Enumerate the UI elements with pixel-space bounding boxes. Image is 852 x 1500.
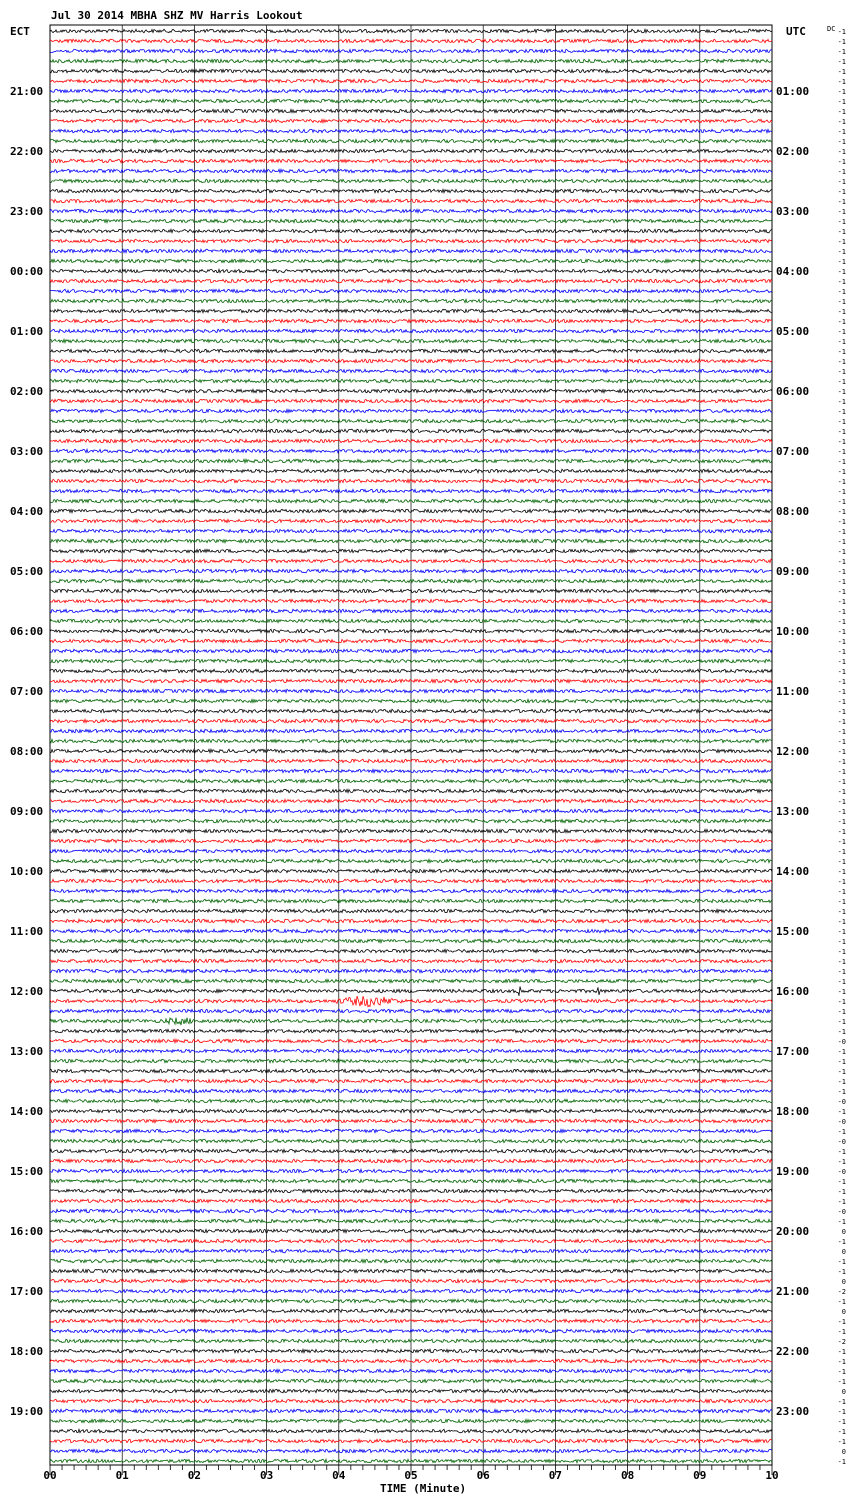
right-hour-label: 15:00: [776, 925, 810, 938]
left-hour-label: 03:00: [10, 445, 44, 458]
dc-offset-label: -1: [837, 588, 846, 596]
dc-offset-label: -1: [837, 678, 846, 686]
dc-offset-label: -1: [837, 1348, 846, 1356]
dc-offset-label: -0: [837, 1098, 846, 1106]
dc-offset-label: -1: [837, 808, 846, 816]
left-hour-label: 10:00: [10, 865, 44, 878]
right-hour-label: 17:00: [776, 1045, 810, 1058]
dc-offset-label: -1: [837, 888, 846, 896]
dc-offset-label: -1: [837, 1058, 846, 1066]
dc-offset-label: -1: [837, 638, 846, 646]
dc-offset-label: -1: [837, 1368, 846, 1376]
right-hour-label: 21:00: [776, 1285, 810, 1298]
dc-offset-label: -1: [837, 398, 846, 406]
dc-offset-label: -1: [837, 868, 846, 876]
dc-offset-label: -1: [837, 1048, 846, 1056]
dc-offset-label: -1: [837, 1018, 846, 1026]
dc-offset-label: -1: [837, 658, 846, 666]
dc-offset-label: -1: [837, 508, 846, 516]
dc-offset-label: -1: [837, 618, 846, 626]
dc-offset-label: -1: [837, 1258, 846, 1266]
dc-offset-label: -1: [837, 918, 846, 926]
dc-offset-label: -1: [837, 1068, 846, 1076]
dc-offset-label: -1: [837, 1008, 846, 1016]
dc-offset-label: -1: [837, 1458, 846, 1466]
dc-offset-label: -1: [837, 278, 846, 286]
dc-offset-label: -1: [837, 728, 846, 736]
chart-title: Jul 30 2014 MBHA SHZ MV Harris Lookout: [51, 9, 303, 22]
dc-offset-label: -1: [837, 698, 846, 706]
right-hour-label: 23:00: [776, 1405, 810, 1418]
left-hour-label: 12:00: [10, 985, 44, 998]
dc-offset-label: -1: [837, 1218, 846, 1226]
left-hour-label: 19:00: [10, 1405, 44, 1418]
x-axis-label: TIME (Minute): [380, 1482, 467, 1495]
dc-offset-label: -1: [837, 1358, 846, 1366]
dc-offset-label: -1: [837, 838, 846, 846]
dc-offset-label: -1: [837, 1428, 846, 1436]
dc-offset-label: -1: [837, 388, 846, 396]
dc-offset-label: -1: [837, 248, 846, 256]
dc-offset-label: -1: [837, 818, 846, 826]
dc-offset-label: -1: [837, 1378, 846, 1386]
dc-offset-label: -1: [837, 168, 846, 176]
dc-offset-label: -1: [837, 668, 846, 676]
left-hour-label: 16:00: [10, 1225, 44, 1238]
dc-offset-label: -1: [837, 298, 846, 306]
dc-offset-label: -1: [837, 498, 846, 506]
left-hour-label: 08:00: [10, 745, 44, 758]
dc-offset-label: -1: [837, 1238, 846, 1246]
dc-offset-label: -1: [837, 368, 846, 376]
dc-offset-label: -1: [837, 128, 846, 136]
dc-offset-label: -1: [837, 228, 846, 236]
left-hour-label: 09:00: [10, 805, 44, 818]
dc-offset-label: -1: [837, 518, 846, 526]
dc-offset-label: -1: [837, 438, 846, 446]
dc-offset-label: -1: [837, 848, 846, 856]
dc-offset-label: -1: [837, 788, 846, 796]
left-hour-label: 05:00: [10, 565, 44, 578]
dc-offset-label: -1: [837, 1328, 846, 1336]
dc-offset-label: -1: [837, 718, 846, 726]
dc-offset-label: -1: [837, 688, 846, 696]
dc-offset-label: -1: [837, 1198, 846, 1206]
dc-offset-label: -1: [837, 308, 846, 316]
dc-offset-label: 0: [841, 1388, 846, 1396]
dc-offset-label: -1: [837, 478, 846, 486]
dc-offset-label: -1: [837, 1268, 846, 1276]
right-hour-label: 18:00: [776, 1105, 810, 1118]
dc-offset-label: -1: [837, 998, 846, 1006]
right-hour-label: 16:00: [776, 985, 810, 998]
dc-offset-label: -1: [837, 858, 846, 866]
dc-offset-label: 0: [841, 1248, 846, 1256]
left-hour-label: 01:00: [10, 325, 44, 338]
right-hour-label: 14:00: [776, 865, 810, 878]
x-tick-label: 07: [548, 1469, 563, 1482]
right-hour-label: 06:00: [776, 385, 810, 398]
dc-offset-label: -2: [837, 1338, 846, 1346]
dc-offset-label: -1: [837, 878, 846, 886]
dc-offset-label: -1: [837, 328, 846, 336]
dc-offset-label: 0: [841, 1448, 846, 1456]
dc-offset-label: -1: [837, 708, 846, 716]
dc-offset-label: -1: [837, 348, 846, 356]
dc-offset-label: -1: [837, 778, 846, 786]
x-tick-label: 01: [115, 1469, 129, 1482]
dc-offset-label: -1: [837, 938, 846, 946]
dc-offset-label: -1: [837, 928, 846, 936]
dc-offset-label: -1: [837, 218, 846, 226]
x-tick-label: 08: [620, 1469, 635, 1482]
dc-offset-label: -1: [837, 238, 846, 246]
left-hour-label: 06:00: [10, 625, 44, 638]
dc-offset-label: -1: [837, 118, 846, 126]
x-tick-label: 02: [187, 1469, 202, 1482]
left-hour-label: 00:00: [10, 265, 44, 278]
dc-label: DC: [827, 25, 836, 33]
left-hour-label: 14:00: [10, 1105, 44, 1118]
dc-offset-label: -1: [837, 138, 846, 146]
dc-offset-label: -1: [837, 608, 846, 616]
left-timezone-label: ECT: [10, 25, 30, 38]
dc-offset-label: -1: [837, 38, 846, 46]
dc-offset-label: -1: [837, 488, 846, 496]
dc-offset-label: -1: [837, 198, 846, 206]
x-tick-label: 00: [43, 1469, 57, 1482]
dc-offset-label: -1: [837, 908, 846, 916]
left-hour-label: 02:00: [10, 385, 44, 398]
dc-offset-label: -1: [837, 378, 846, 386]
x-tick-label: 03: [259, 1469, 274, 1482]
dc-offset-label: -1: [837, 458, 846, 466]
dc-offset-label: -1: [837, 48, 846, 56]
dc-offset-label: -1: [837, 1128, 846, 1136]
dc-offset-label: -1: [837, 88, 846, 96]
dc-offset-label: -1: [837, 598, 846, 606]
dc-offset-label: -1: [837, 418, 846, 426]
right-hour-label: 07:00: [776, 445, 810, 458]
left-hour-label: 17:00: [10, 1285, 44, 1298]
dc-offset-label: -1: [837, 428, 846, 436]
dc-offset-label: -1: [837, 1418, 846, 1426]
dc-offset-label: -1: [837, 648, 846, 656]
dc-offset-label: -1: [837, 798, 846, 806]
dc-offset-label: -1: [837, 268, 846, 276]
dc-offset-label: -1: [837, 1108, 846, 1116]
left-hour-label: 11:00: [10, 925, 44, 938]
x-tick-label: 06: [476, 1469, 490, 1482]
dc-offset-label: -1: [837, 758, 846, 766]
right-hour-label: 20:00: [776, 1225, 810, 1238]
dc-offset-label: -1: [837, 178, 846, 186]
dc-offset-label: -1: [837, 1188, 846, 1196]
dc-offset-label: -1: [837, 1298, 846, 1306]
dc-offset-label: -1: [837, 78, 846, 86]
dc-offset-label: -1: [837, 548, 846, 556]
dc-offset-label: -1: [837, 1178, 846, 1186]
dc-offset-label: -1: [837, 538, 846, 546]
right-hour-label: 10:00: [776, 625, 810, 638]
dc-offset-label: -1: [837, 148, 846, 156]
dc-offset-label: -0: [837, 1138, 846, 1146]
dc-offset-label: 0: [841, 1228, 846, 1236]
left-hour-label: 21:00: [10, 85, 44, 98]
dc-offset-label: -0: [837, 1118, 846, 1126]
left-hour-label: 23:00: [10, 205, 44, 218]
dc-offset-label: -1: [837, 68, 846, 76]
dc-offset-label: -1: [837, 468, 846, 476]
right-hour-label: 11:00: [776, 685, 810, 698]
right-hour-label: 13:00: [776, 805, 810, 818]
dc-offset-label: -1: [837, 1408, 846, 1416]
dc-offset-label: -1: [837, 188, 846, 196]
dc-offset-label: -1: [837, 98, 846, 106]
right-hour-label: 09:00: [776, 565, 810, 578]
dc-offset-label: -1: [837, 828, 846, 836]
dc-offset-label: -2: [837, 1288, 846, 1296]
left-hour-label: 07:00: [10, 685, 44, 698]
dc-offset-label: -1: [837, 318, 846, 326]
dc-offset-label: -1: [837, 988, 846, 996]
dc-offset-label: -1: [837, 1438, 846, 1446]
left-hour-label: 22:00: [10, 145, 44, 158]
dc-offset-label: -1: [837, 748, 846, 756]
dc-offset-label: -1: [837, 1078, 846, 1086]
dc-offset-label: -1: [837, 258, 846, 266]
dc-offset-label: -1: [837, 1148, 846, 1156]
dc-offset-label: -1: [837, 958, 846, 966]
dc-offset-label: -1: [837, 108, 846, 116]
x-tick-label: 10: [765, 1469, 779, 1482]
dc-offset-label: -1: [837, 738, 846, 746]
dc-offset-label: -1: [837, 768, 846, 776]
right-hour-label: 08:00: [776, 505, 810, 518]
dc-offset-label: -1: [837, 948, 846, 956]
left-hour-label: 15:00: [10, 1165, 44, 1178]
x-tick-label: 05: [404, 1469, 418, 1482]
dc-offset-label: -1: [837, 58, 846, 66]
dc-offset-label: -1: [837, 208, 846, 216]
right-hour-label: 05:00: [776, 325, 810, 338]
left-hour-label: 04:00: [10, 505, 44, 518]
dc-offset-label: -1: [837, 358, 846, 366]
left-hour-label: 18:00: [10, 1345, 44, 1358]
dc-offset-label: -1: [837, 1028, 846, 1036]
dc-offset-label: -1: [837, 558, 846, 566]
x-tick-label: 09: [693, 1469, 707, 1482]
right-hour-label: 04:00: [776, 265, 810, 278]
dc-offset-label: 0: [841, 1278, 846, 1286]
dc-offset-label: -1: [837, 28, 846, 36]
dc-offset-label: -1: [837, 898, 846, 906]
dc-offset-label: -1: [837, 1158, 846, 1166]
dc-offset-label: -1: [837, 628, 846, 636]
right-hour-label: 02:00: [776, 145, 810, 158]
right-hour-label: 12:00: [776, 745, 810, 758]
right-hour-label: 22:00: [776, 1345, 810, 1358]
dc-offset-label: -1: [837, 978, 846, 986]
right-timezone-label: UTC: [786, 25, 806, 38]
dc-offset-label: -1: [837, 578, 846, 586]
right-hour-label: 01:00: [776, 85, 810, 98]
dc-offset-label: -1: [837, 568, 846, 576]
left-hour-label: 13:00: [10, 1045, 44, 1058]
dc-offset-label: -1: [837, 288, 846, 296]
dc-offset-label: -0: [837, 1168, 846, 1176]
dc-offset-label: -1: [837, 338, 846, 346]
right-hour-label: 19:00: [776, 1165, 810, 1178]
dc-offset-label: -0: [837, 1038, 846, 1046]
dc-offset-label: -1: [837, 1318, 846, 1326]
dc-offset-label: -1: [837, 448, 846, 456]
dc-offset-label: -1: [837, 1398, 846, 1406]
dc-offset-label: -1: [837, 158, 846, 166]
right-hour-label: 03:00: [776, 205, 810, 218]
dc-offset-label: -1: [837, 1088, 846, 1096]
x-tick-label: 04: [332, 1469, 346, 1482]
dc-offset-label: -1: [837, 968, 846, 976]
dc-offset-label: -0: [837, 1208, 846, 1216]
dc-offset-label: -1: [837, 408, 846, 416]
dc-offset-label: 0: [841, 1308, 846, 1316]
dc-offset-label: -1: [837, 528, 846, 536]
